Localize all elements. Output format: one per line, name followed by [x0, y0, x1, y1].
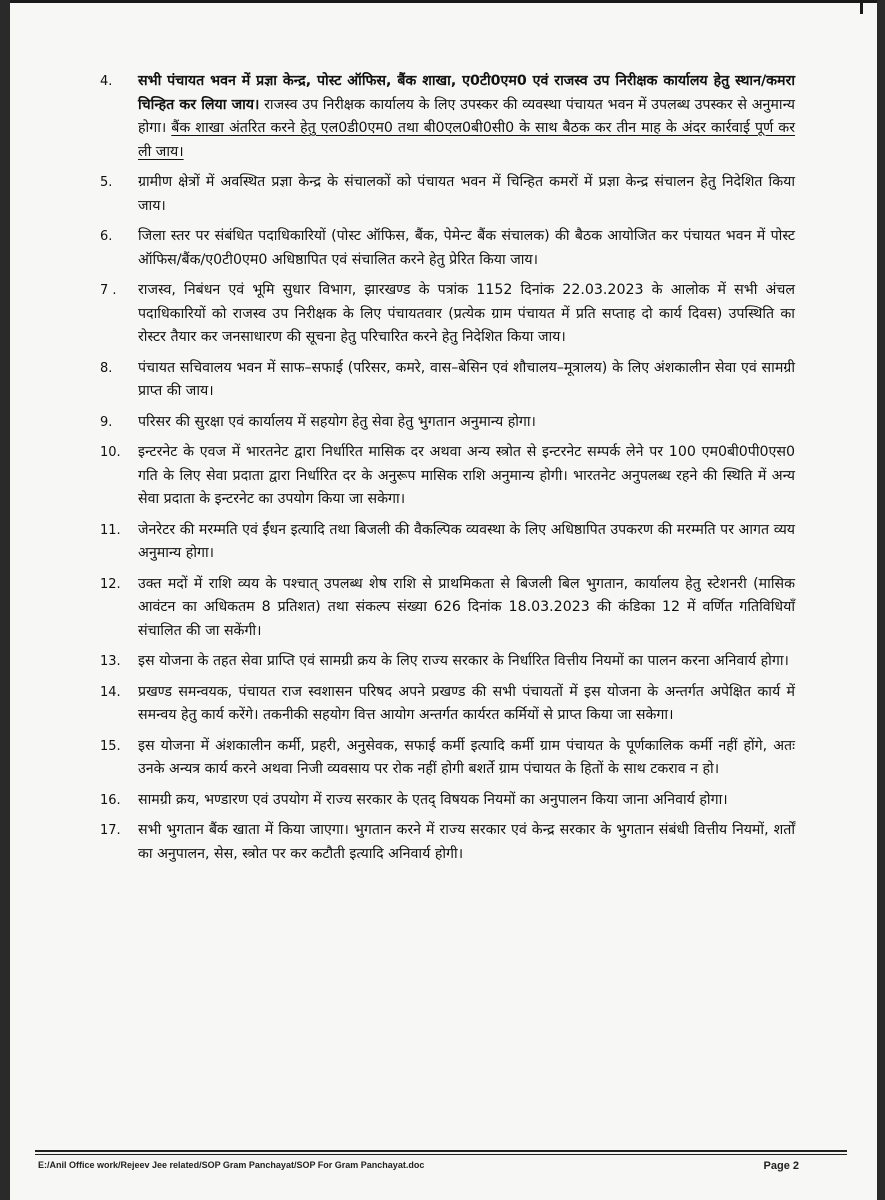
top-border [10, 0, 877, 3]
item-regular-text: राजस्व उप निरीक्षक कार्यालय के लिए उपस्कर की व्यवस्था पंचायत भवन में उपलब्ध उपस्कर से अनुमान्य होगा। [138, 96, 795, 136]
list-item-8 [100, 357, 795, 404]
footer-page-number: Page 2 [763, 1160, 799, 1172]
list-item-12 [100, 573, 795, 644]
document-page [10, 0, 877, 1200]
item-text: परिसर की सुरक्षा एवं कार्यालय में सहयोग हेतु सेवा हेतु भुगतान अनुमान्य होगा। [138, 413, 536, 430]
item-number: 15. [100, 738, 121, 754]
list-item-10 [100, 441, 795, 512]
item-number: 14. [100, 684, 121, 700]
item-number: 12. [100, 576, 121, 592]
list-item-13 [100, 650, 795, 674]
list-item-9 [100, 411, 795, 435]
item-text [138, 70, 795, 164]
list-item-6 [100, 225, 795, 272]
list-item-7 [100, 279, 795, 350]
item-underlined-text: बैंक शाखा अंतरित करने हेतु एल0डी0एम0 तथा बी0एल0बी0सी0 के साथ बैठक कर तीन माह के अंदर कार्रवाई पूर्ण कर ली जाय। [138, 120, 795, 160]
item-number: 9. [100, 414, 113, 430]
item-number: 16. [100, 792, 121, 808]
item-bold-text: सभी पंचायत भवन में प्रज्ञा केन्द्र, पोस्ट ऑफिस, बैंक शाखा, ए0टी0एम0 एवं राजस्व उप निरीक्षक कार्यालय हेतु स्थान/कमरा चिन्हित कर लिया जाय। [138, 73, 795, 113]
item-text: इस योजना में अंशकालीन कर्मी, प्रहरी, अनुसेवक, सफाई कर्मी इत्यादि कर्मी ग्राम पंचायत के पूर्णकालिक कर्मी नहीं होंगे, अतः उनके अन्यत्र कार्य करने अथवा निजी व्यवसाय पर रोक नहीं होगी बशर्ते ग्राम पंचायत के हितों के साथ टकराव न हो। [138, 737, 795, 777]
item-number: 10. [100, 445, 121, 460]
item-text: जिला स्तर पर संबंधित पदाधिकारियों (पोस्ट ऑफिस, बैंक, पेमेन्ट बैंक संचालक) की बैठक आयोजित कर पंचायत भवन में पोस्ट ऑफिस/बैंक/ए0टी0एम0 अधिष्ठापित एवं संचालित करने हेतु प्रेरित किया जाय। [138, 228, 795, 268]
footer-file-path: E:/Anil Office work/Rejeev Jee related/SOP Gram Panchayat/SOP For Gram Panchayat.doc [38, 1160, 425, 1170]
list-item-11 [100, 519, 795, 566]
item-text: उक्त मदों में राशि व्यय के पश्चात् उपलब्ध शेष राशि से प्राथमिकता से बिजली बिल भुगतान, कार्यालय हेतु स्टेशनरी (मासिक आवंटन का अधिकतम 8 प्रतिशत) तथा संकल्प संख्या 626 दिनांक 18.03.2023 की कंडिका 12 में वर्णित गतिविधियाँ संचालित की जा सकेंगी। [138, 575, 795, 639]
item-text: सामग्री क्रय, भण्डारण एवं उपयोग में राज्य सरकार के एतद् विषयक नियमों का अनुपालन किया जाना अनिवार्य होगा। [138, 791, 728, 808]
item-text: जेनरेटर की मरम्मति एवं ईंधन इत्यादि तथा बिजली की वैकल्पिक व्यवस्था के लिए अधिष्ठापित उपकरण की मरम्मति पर आगत व्यय अनुमान्य होगा। [138, 521, 795, 561]
list-item-16 [100, 789, 795, 813]
numbered-list [100, 70, 795, 873]
list-item-14 [100, 681, 795, 728]
list-item-17 [100, 819, 795, 866]
item-text: सभी भुगतान बैंक खाता में किया जाएगा। भुगतान करने में राज्य सरकार एवं केन्द्र सरकार के भुगतान संबंधी वित्तीय नियमों, शर्तों का अनुपालन, सेस, स्त्रोत पर कर कटौती इत्यादि अनिवार्य होगी। [138, 822, 795, 862]
item-text: ग्रामीण क्षेत्रों में अवस्थित प्रज्ञा केन्द्र के संचालकों को पंचायत भवन में चिन्हित कमरों में प्रज्ञा केन्द्र संचालन हेतु निदेशित किया जाय। [138, 174, 795, 214]
item-number: 4. [100, 74, 113, 89]
item-number: 13. [100, 654, 121, 669]
footer-divider [35, 1150, 847, 1152]
item-text: राजस्व, निबंधन एवं भूमि सुधार विभाग, झारखण्ड के पत्रांक 1152 दिनांक 22.03.2023 के आलोक में सभी अंचल पदाधिकारियों को राजस्व उप निरीक्षक के लिए पंचायतवार (प्रत्येक ग्राम पंचायत में प्रति सप्ताह दो कार्य दिवस) उपस्थिति का रोस्टर तैयार कर जनसाधारण की सूचना हेतु परिचारित करने हेतु निदेशित किया जाय। [138, 282, 795, 345]
corner-mark [860, 0, 863, 14]
item-text: इन्टरनेट के एवज में भारतनेट द्वारा निर्धारित मासिक दर अथवा अन्य स्त्रोत से इन्टरनेट सम्पर्क लेने पर 100 एम0बी0पी0एस0 गति के लिए सेवा प्रदाता द्वारा निर्धारित दर के अनुरूप मासिक राशि अनुमान्य होगी। भारतनेट अनुपलब्ध रहने की स्थिति में अन्य सेवा प्रदाता के इन्टरनेट का उपयोग किया जा सकेगा। [138, 444, 795, 507]
item-number: 11. [100, 522, 121, 538]
footer-divider-thin [35, 1154, 847, 1155]
list-item-4 [100, 70, 795, 164]
item-number: 17. [100, 823, 121, 838]
item-text: इस योजना के तहत सेवा प्राप्ति एवं सामग्री क्रय के लिए राज्य सरकार के निर्धारित वित्तीय नियमों का पालन करना अनिवार्य होगा। [138, 653, 789, 669]
item-number: 8. [100, 360, 113, 376]
item-number: 7 . [100, 283, 117, 298]
item-number: 5. [100, 175, 113, 190]
list-item-15 [100, 735, 795, 782]
list-item-5 [100, 171, 795, 218]
item-number: 6. [100, 229, 113, 244]
item-text: पंचायत सचिवालय भवन में साफ–सफाई (परिसर, कमरे, वास–बेसिन एवं शौचालय–मूत्रालय) के लिए अंशकालीन सेवा एवं सामग्री प्राप्त की जाय। [138, 359, 795, 399]
item-text: प्रखण्ड समन्वयक, पंचायत राज स्वशासन परिषद अपने प्रखण्ड की सभी पंचायतों में इस योजना के अन्तर्गत अपेक्षित कार्य में समन्वय हेतु कार्य करेंगे। तकनीकी सहयोग वित्त आयोग अन्तर्गत कार्यरत कर्मियों से प्राप्त किया जा सकेगा। [138, 683, 795, 723]
